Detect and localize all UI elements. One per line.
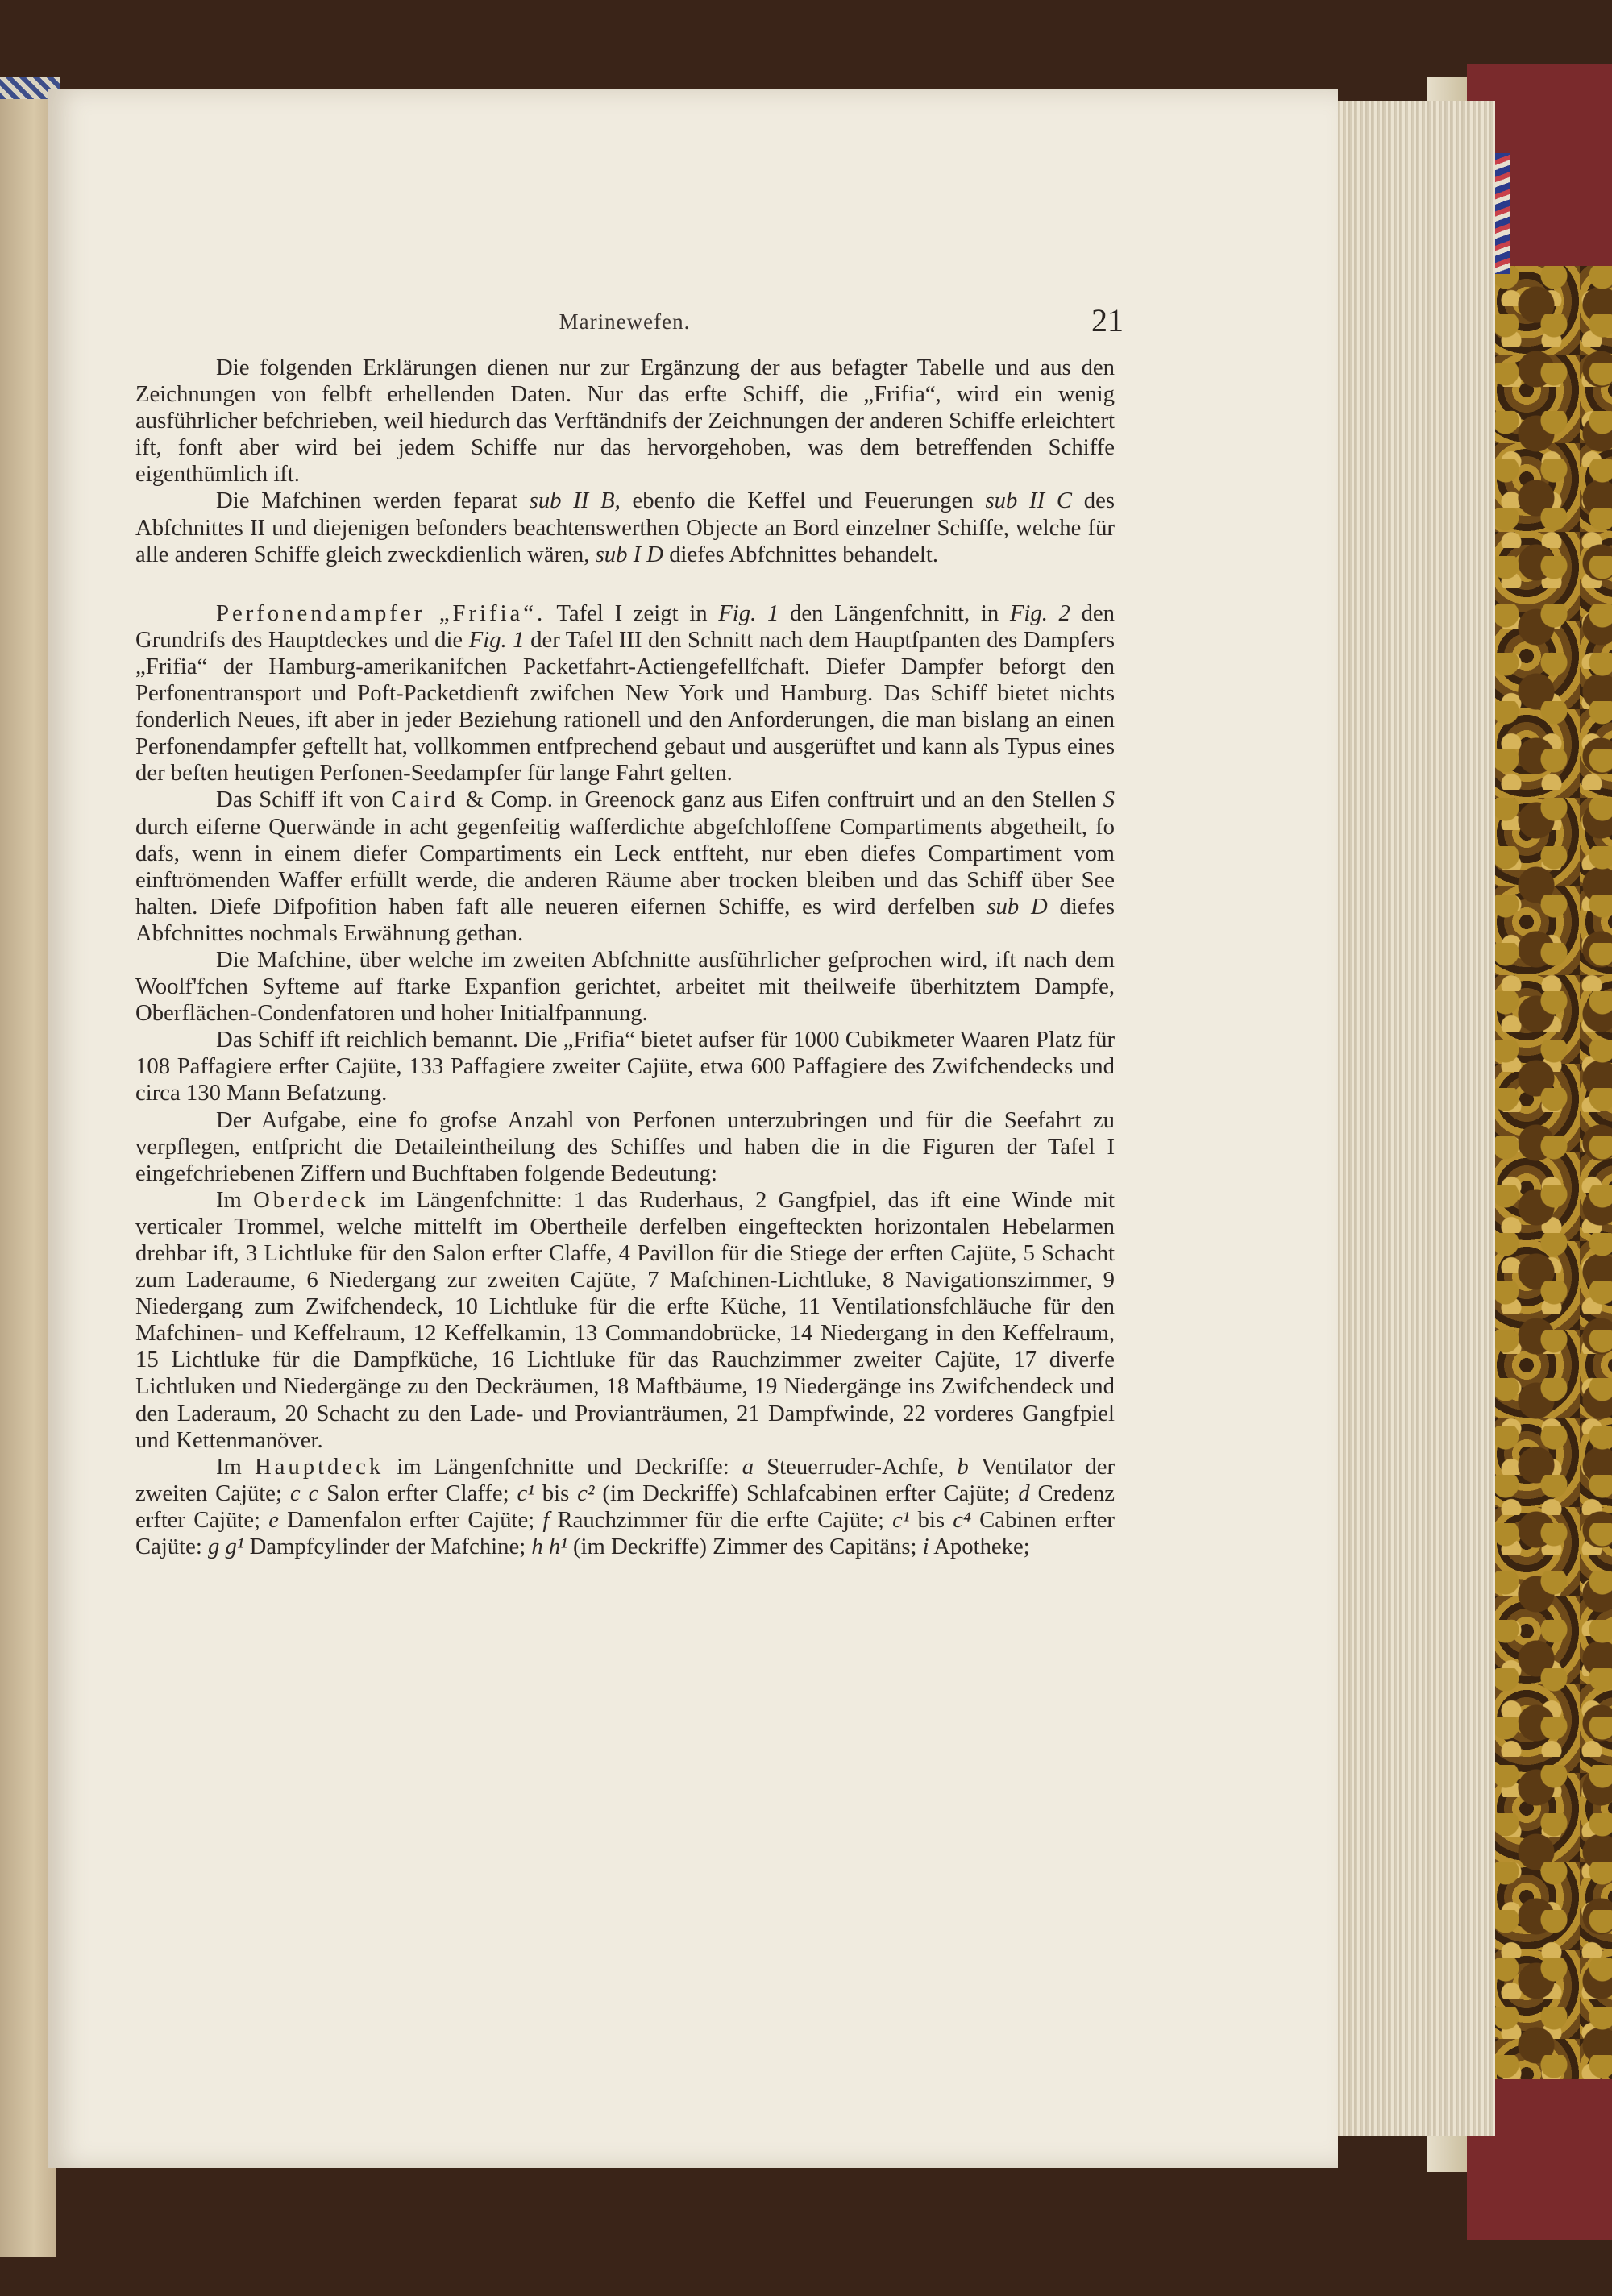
text-run-italic: sub I D [595,541,664,567]
text-run: diefes Abfchnittes behandelt. [663,541,938,567]
text-run: den Grundrifs des Hauptdeckes und die [135,600,1116,653]
text-run-italic: c c [289,1480,319,1506]
marbled-endpaper [1491,266,1612,2079]
text-run: Damenfalon erfter Cajüte; [279,1506,543,1533]
text-run-italic: c² [577,1480,595,1506]
text-run-italic: i [922,1534,929,1560]
text-run-italic: sub D [987,893,1048,920]
text-run-italic: sub II C [985,488,1073,514]
text-run-italic: b [957,1453,969,1480]
text-run: Ventilator der zweiten Cajüte; [135,1453,1116,1506]
text-run: Steuerruder-Achfe, [754,1453,958,1480]
text-run: & Comp. in Greenock ganz aus Eifen conftruirt und an den Stellen [459,787,1103,813]
paragraph [135,1187,1115,1454]
paragraph [135,600,1115,787]
text-run: (im Deckriffe) Schlafcabinen erfter Cajüte; [594,1480,1019,1506]
paragraph [135,1454,1115,1560]
text-run-spaced: Oberdeck [253,1186,369,1213]
text-run-italic: c¹ [517,1480,534,1506]
text-run: bis [534,1480,578,1506]
paragraph: Die folgenden Erklärungen dienen nur zur Ergänzung der aus befagter Tabelle und aus den Zeichnungen von felbft erhellenden Daten. Nur das erfte Schiff, die „Frifia“, wird ein wenig ausführlicher befchrieben, weil hiedurch das Verftändnifs der Zeichnungen der anderen Schiffe erleichtert ift, fonft aber wird bei jedem Schiffe nur das hervorgehoben, was dem betreffenden Schiffe eigenthümlich ift. [135,355,1115,488]
text-run-italic: e [268,1506,279,1533]
text-run: Salon erfter Claffe; [318,1480,517,1506]
page-number: 21 [1091,302,1124,338]
text-run: den Längenfchnitt, in [779,600,1010,626]
text-run-italic: d [1018,1480,1030,1506]
text-run-italic: S [1103,787,1115,813]
text-run: durch eiferne Querwände in acht gegenfeitig wafferdichte abgefchloffene Compartiments abgetheilt, fo dafs, wenn in einem diefer Compartiments ein Leck entfteht, nur eben diefes Compartiment vom einftrömenden Waffer erfüllt werde, die anderen Räume aber trocken bleiben und das Schiff über See halten. Diefe Difpofition haben faft alle neueren eifernen Schiffe, es wird derfelben [135,813,1115,920]
text-run: diefes Abfchnittes nochmals Erwähnung gethan. [135,893,1115,946]
running-head: Marinewefen. [559,309,691,334]
text-run-spaced: Hauptdeck [254,1453,384,1480]
text-run-italic: Fig. 2 [1009,600,1070,626]
page-block-edge [1322,101,1495,2136]
text-run-spaced: Caird [391,787,459,813]
bookmark-ribbon [1495,153,1510,274]
section-heading: Perfonendampfer „Frifia“. [216,600,546,626]
text-run: (im Deckriffe) Zimmer des Capitäns; [567,1534,923,1560]
body-text [135,355,1115,1560]
text-run: Credenz erfter Cajüte; [135,1480,1116,1533]
text-run: Die Mafchinen werden feparat [216,488,530,514]
paragraph [135,488,1115,567]
text-run: Dampfcylinder der Mafchine; [243,1534,532,1560]
section-gap [135,568,1115,600]
paragraph: Der Aufgabe, eine fo grofse Anzahl von Perfonen unterzubringen und für die Seefahrt zu verpflegen, entfpricht die Detaileintheilung des Schiffes und haben die in die Figuren der Tafel I eingefchriebenen Ziffern und Buchftaben folgende Bedeutung: [135,1106,1115,1186]
text-run: Im [216,1186,254,1213]
paragraph [135,787,1115,947]
text-run-italic: g g¹ [208,1534,244,1560]
text-run: Cabinen erfter Cajüte: [135,1506,1115,1560]
text-run-italic: c⁴ [953,1506,971,1533]
text-run: Apotheke; [929,1534,1030,1560]
text-run: des Abfchnittes II und diejenigen befonders beachtenswerthen Objecte an Bord einzelner Schiffe, welche für alle anderen Schiffe gleich zweckdienlich wären, [135,488,1116,567]
text-run: im Längenfchnitte und Deckriffe: [384,1453,742,1480]
paragraph: Die Mafchine, über welche im zweiten Abfchnitte ausführlicher gefprochen wird, ift nach dem Woolf'fchen Syfteme auf ftarke Expanfion gerichtet, arbeitet mit theilweife überhitztem Dampfe, Oberflächen-Condenfatoren und hoher Initialfpannung. [135,946,1115,1027]
text-run-italic: sub II B, [529,488,621,514]
text-run-italic: h h¹ [531,1534,567,1560]
text-run-italic: Fig. 1 [468,626,525,653]
page-header [137,302,1124,347]
text-run: der Tafel III den Schnitt nach dem Hauptfpanten des Dampfers „Frifia“ der Hamburg-amerikanifchen Packetfahrt-Actiengefellfchaft. Diefer Dampfer beforgt den Perfonentransport und Poft-Packetdienft zwifchen New York und Hamburg. Das Schiff bietet nichts fonderlich Neues, ift aber in jeder Beziehung rationell und den Anforderungen, die man bislang an einen Perfonendampfer geftellt hat, vollkommen entfprechend gebaut und ausgerüftet und kann als Typus eines der beften heutigen Perfonen-Seedampfer für lange Fahrt gelten. [135,626,1115,787]
text-run-italic: Fig. 1 [718,600,779,626]
text-run-italic: c¹ [892,1506,910,1533]
text-run: ebenfo die Keffel und Feuerungen [620,488,986,514]
text-run-italic: f [542,1506,550,1533]
paragraph: Das Schiff ift reichlich bemannt. Die „Frifia“ bietet aufser für 1000 Cubikmeter Waaren Platz für 108 Paffagiere erfter Cajüte, 133 Paffagiere zweiter Cajüte, etwa 600 Paffagiere des Zwifchendecks und circa 130 Mann Befatzung. [135,1027,1115,1106]
text-run: Tafel I zeigt in [546,600,719,626]
text-run: Im [216,1453,255,1480]
text-run-italic: a [742,1453,754,1480]
text-run: Rauchzimmer für die erfte Cajüte; [549,1506,893,1533]
text-run: Das Schiff ift von [216,787,392,813]
text-run: bis [909,1506,953,1533]
text-run: im Längenfchnitte: 1 das Ruderhaus, 2 Gangfpiel, das ift eine Winde mit verticaler Trommel, welche mittelft im Obertheile derfelben eingefteckten horizontalen Hebelarmen drehbar ift, 3 Lichtluke für den Salon erfter Claffe, 4 Pavillon für die Stiege der erften Cajüte, 5 Schacht zum Laderaume, 6 Niedergang zur zweiten Cajüte, 7 Mafchinen-Lichtluke, 8 Navigationszimmer, 9 Niedergang zum Zwifchendeck, 10 Lichtluke für die erfte Küche, 11 Ventilationsfchläuche für den Mafchinen- und Keffelraum, 12 Keffelkamin, 13 Commandobrücke, 14 Niedergang in den Keffelraum, 15 Lichtluke für die Dampfküche, 16 Lichtluke für das Rauchzimmer zweiter Cajüte, 17 diverfe Lichtluken und Niedergänge zu den Deckräumen, 18 Maftbäume, 19 Niedergänge ins Zwifchendeck und den Laderaum, 20 Schacht zu den Lade- und Provianträumen, 21 Dampfwinde, 22 vorderes Gangfpiel und Kettenmanöver. [135,1186,1115,1453]
